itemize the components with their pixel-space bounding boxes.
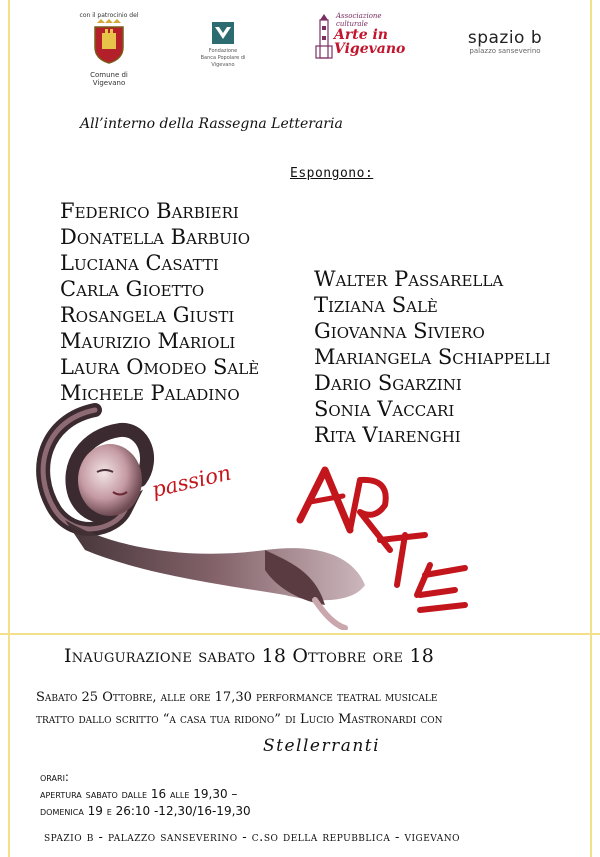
hours-title: orari: bbox=[40, 770, 69, 784]
frame-line-right bbox=[590, 0, 592, 857]
comune-logo bbox=[78, 12, 140, 87]
inauguration-text: Inaugurazione sabato 18 Ottobre ore 18 bbox=[64, 645, 435, 667]
artist-name: Rita Viarenghi bbox=[314, 423, 461, 447]
comune-caption: Comune di Vigevano bbox=[90, 71, 128, 87]
passion-word: passion bbox=[149, 460, 234, 502]
fondazione-mark-icon bbox=[212, 22, 234, 44]
hours-line-2: domenica 19 e 26:10 -12,30/16-19,30 bbox=[40, 804, 251, 818]
artist-name: Giovanna Siviero bbox=[314, 319, 485, 343]
fondazione-caption-1: Fondazione bbox=[208, 48, 238, 54]
spazio-b-subtitle: palazzo sanseverino bbox=[469, 47, 541, 55]
artist-name: Dario Sgarzini bbox=[314, 371, 462, 395]
spazio-b-title: spazio b bbox=[467, 28, 543, 48]
artist-name: Michele Paladino bbox=[60, 381, 240, 405]
performance-line-1: Sabato 25 Ottobre, alle ore 17,30 performance teatral musicale bbox=[36, 690, 438, 705]
artist-name: Federico Barbieri bbox=[60, 199, 239, 223]
artists-left-column bbox=[60, 198, 259, 406]
hours-line-1: apertura sabato dalle 16 alle 19,30 – bbox=[40, 787, 238, 801]
performance-line-2: tratto dallo scritto “a casa tua ridono” di Lucio Mastronardi con bbox=[36, 712, 443, 727]
artist-name: Rosangela Giusti bbox=[60, 303, 235, 327]
artist-name: Luciana Casatti bbox=[60, 251, 219, 275]
artist-name: Donatella Barbuio bbox=[60, 225, 251, 249]
passion-arte-artwork bbox=[25, 400, 485, 630]
artist-name: Carla Gioetto bbox=[60, 277, 205, 301]
artist-name: Laura Omodeo Salè bbox=[60, 355, 260, 379]
artist-name: Mariangela Schiappelli bbox=[314, 345, 551, 369]
artist-name: Walter Passarella bbox=[314, 267, 504, 291]
arte-big-text-1: Arte in bbox=[334, 27, 388, 43]
comune-patrocinio-text: con il patrocinio del bbox=[79, 12, 139, 19]
arte-small-text: Associazione culturale bbox=[336, 12, 382, 28]
address-footer: spazio b - palazzo sanseverino - c.so della repubblica - vigevano bbox=[44, 830, 460, 845]
castle-tower-icon bbox=[314, 14, 334, 60]
comune-crest-icon bbox=[91, 19, 127, 65]
frame-line-left bbox=[8, 0, 10, 857]
arte-in-vigevano-logo bbox=[314, 12, 410, 56]
spazio-b-logo bbox=[455, 28, 555, 55]
artist-name: Maurizio Marioli bbox=[60, 329, 236, 353]
artist-name: Tiziana Salè bbox=[314, 293, 438, 317]
frame-line-middle bbox=[0, 633, 600, 635]
opening-hours bbox=[40, 769, 251, 820]
fondazione-logo bbox=[195, 22, 251, 69]
espongono-heading: Espongono: bbox=[290, 166, 374, 181]
arte-big-text-2: Vigevano bbox=[334, 41, 406, 57]
performer-name: Stellerranti bbox=[263, 736, 381, 756]
artist-name: Sonia Vaccari bbox=[314, 397, 455, 421]
rassegna-subtitle: All’interno della Rassegna Letteraria bbox=[80, 116, 343, 132]
fondazione-caption-2: Banca Popolare di Vigevano bbox=[200, 55, 246, 68]
